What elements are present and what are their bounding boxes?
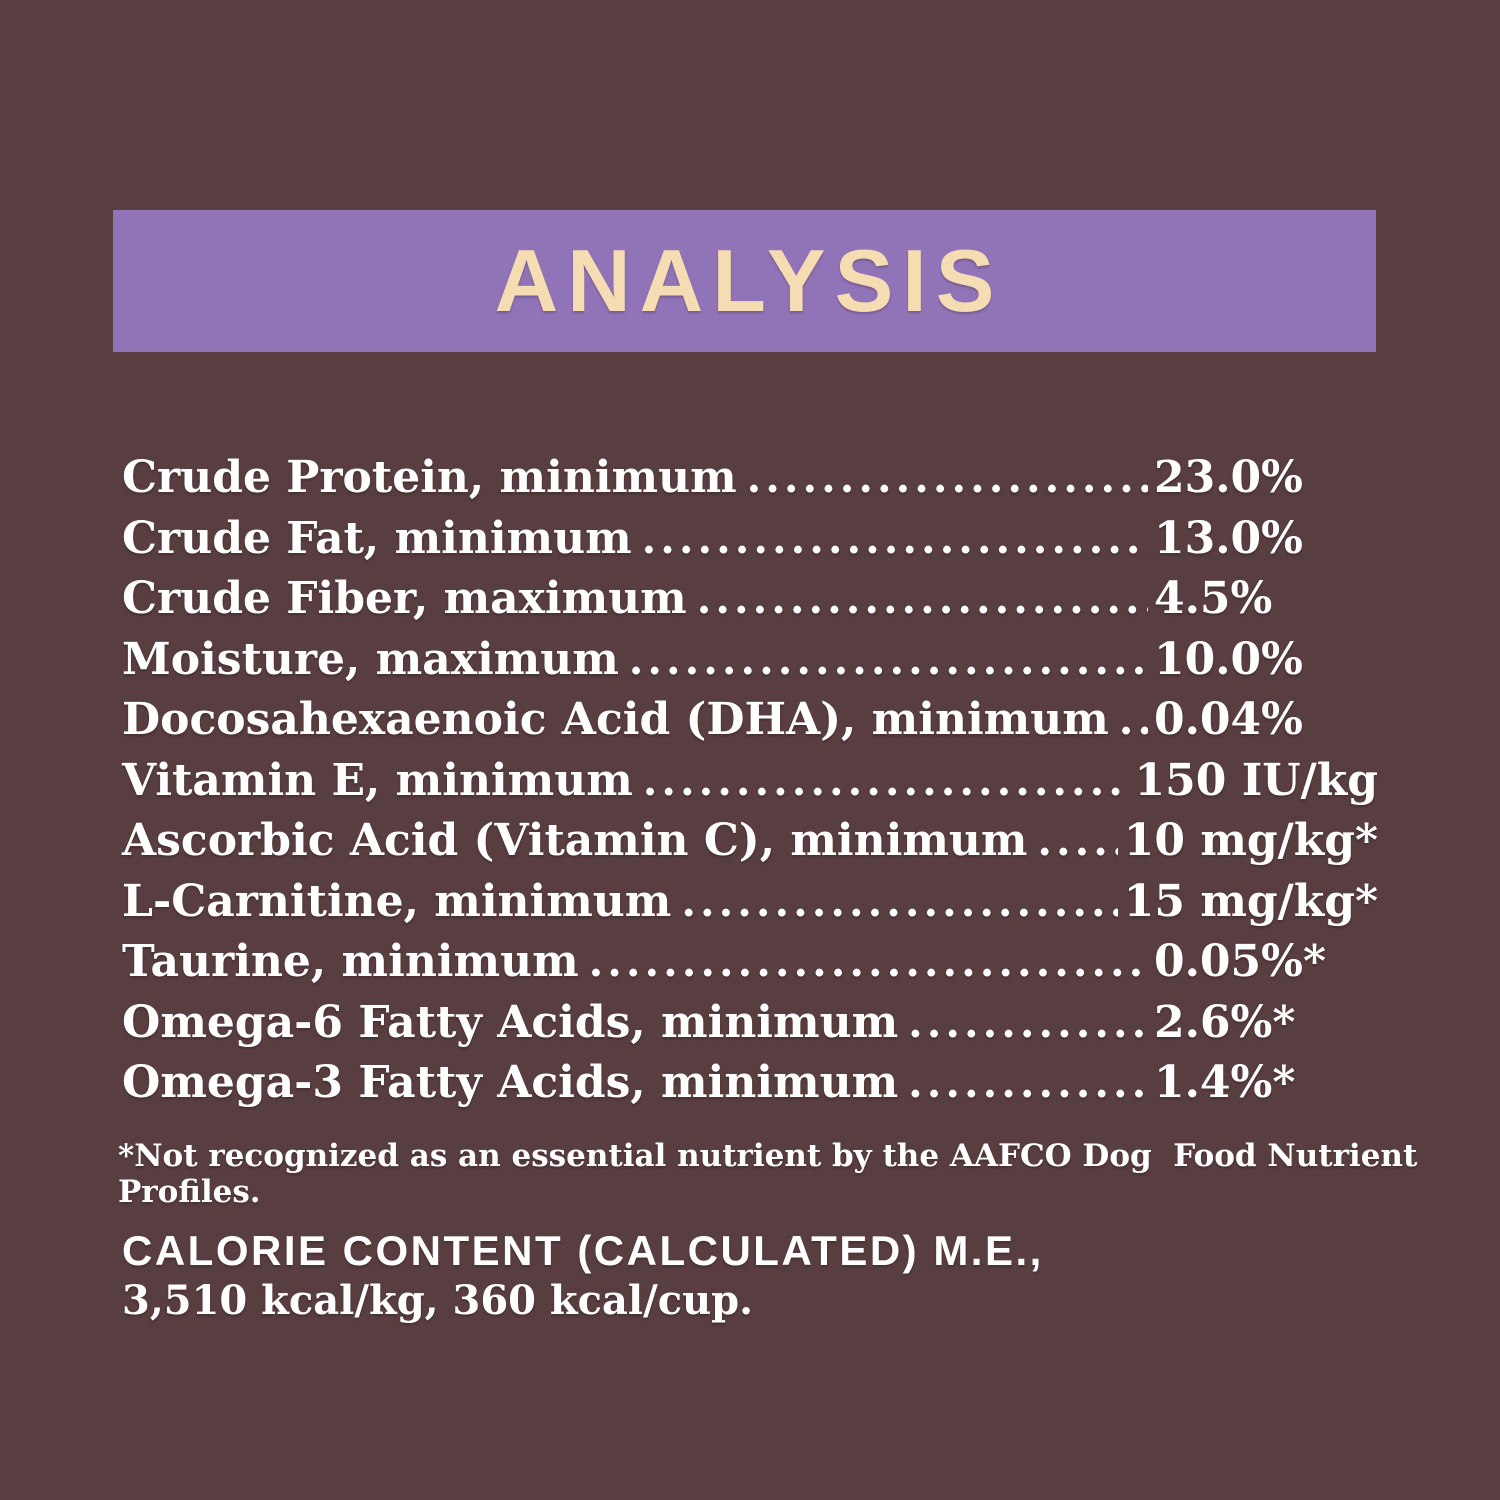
- table-row: [122, 932, 1378, 993]
- table-row: [122, 993, 1378, 1054]
- nutrient-label: Taurine, minimum: [122, 936, 579, 987]
- table-row: [122, 448, 1378, 509]
- table-row: [122, 811, 1378, 872]
- nutrient-value: 1.4%*: [1154, 1057, 1296, 1108]
- calorie-content-heading: CALORIE CONTENT (CALCULATED) M.E.,: [122, 1227, 1044, 1274]
- nutrient-label: Crude Fiber, maximum: [122, 573, 687, 624]
- nutrient-label: Docosahexaenoic Acid (DHA), minimum: [122, 694, 1109, 745]
- analysis-header-bar: [113, 210, 1376, 352]
- nutrient-label: Moisture, maximum: [122, 633, 619, 685]
- guaranteed-analysis-table: [122, 448, 1378, 1114]
- nutrient-label: L-Carnitine, minimum: [122, 875, 672, 927]
- dot-leader: [1037, 811, 1117, 872]
- dot-leader: [908, 1053, 1148, 1114]
- dot-leader: [589, 932, 1148, 993]
- nutrient-label: Omega-3 Fatty Acids, minimum: [122, 1057, 899, 1108]
- nutrient-value: 0.04%: [1154, 694, 1303, 745]
- table-row: [122, 630, 1378, 691]
- dot-leader: [908, 993, 1148, 1054]
- aafco-footnote: *Not recognized as an essential nutrient by the AAFCO Dog Food Nutrient Profiles.: [118, 1138, 1429, 1210]
- nutrient-label: Vitamin E, minimum: [122, 754, 633, 806]
- nutrient-label: Ascorbic Acid (Vitamin C), minimum: [122, 815, 1028, 866]
- nutrient-value: 10.0%: [1154, 633, 1303, 685]
- dot-leader: [747, 448, 1148, 509]
- table-row: [122, 872, 1378, 933]
- nutrient-value: 13.0%: [1154, 512, 1303, 564]
- dot-leader: [629, 630, 1148, 691]
- nutrient-value: 4.5%: [1154, 573, 1273, 624]
- nutrient-value: 2.6%*: [1154, 996, 1296, 1048]
- table-row: [122, 1053, 1378, 1114]
- nutrient-label: Crude Protein, minimum: [122, 452, 737, 503]
- nutrient-label: Omega-6 Fatty Acids, minimum: [122, 996, 899, 1048]
- nutrient-value: 0.05%*: [1154, 936, 1326, 987]
- dot-leader: [643, 751, 1129, 812]
- table-row: [122, 509, 1378, 570]
- table-row: [122, 569, 1378, 630]
- calorie-content-block: [122, 1226, 1044, 1326]
- dot-leader: [697, 569, 1148, 630]
- calorie-content-values: 3,510 kcal/kg, 360 kcal/cup.: [122, 1277, 754, 1324]
- table-row: [122, 751, 1378, 812]
- nutrient-label: Crude Fat, minimum: [122, 512, 632, 564]
- dot-leader: [642, 509, 1148, 570]
- nutrient-value: 23.0%: [1154, 452, 1303, 503]
- dot-leader: [681, 872, 1117, 933]
- nutrient-value: 10 mg/kg*: [1123, 815, 1378, 866]
- dot-leader: [1119, 690, 1148, 751]
- nutrient-value: 150 IU/kg: [1134, 754, 1378, 806]
- analysis-title: ANALYSIS: [494, 231, 1004, 330]
- table-row: [122, 690, 1378, 751]
- nutrient-value: 15 mg/kg*: [1123, 875, 1378, 927]
